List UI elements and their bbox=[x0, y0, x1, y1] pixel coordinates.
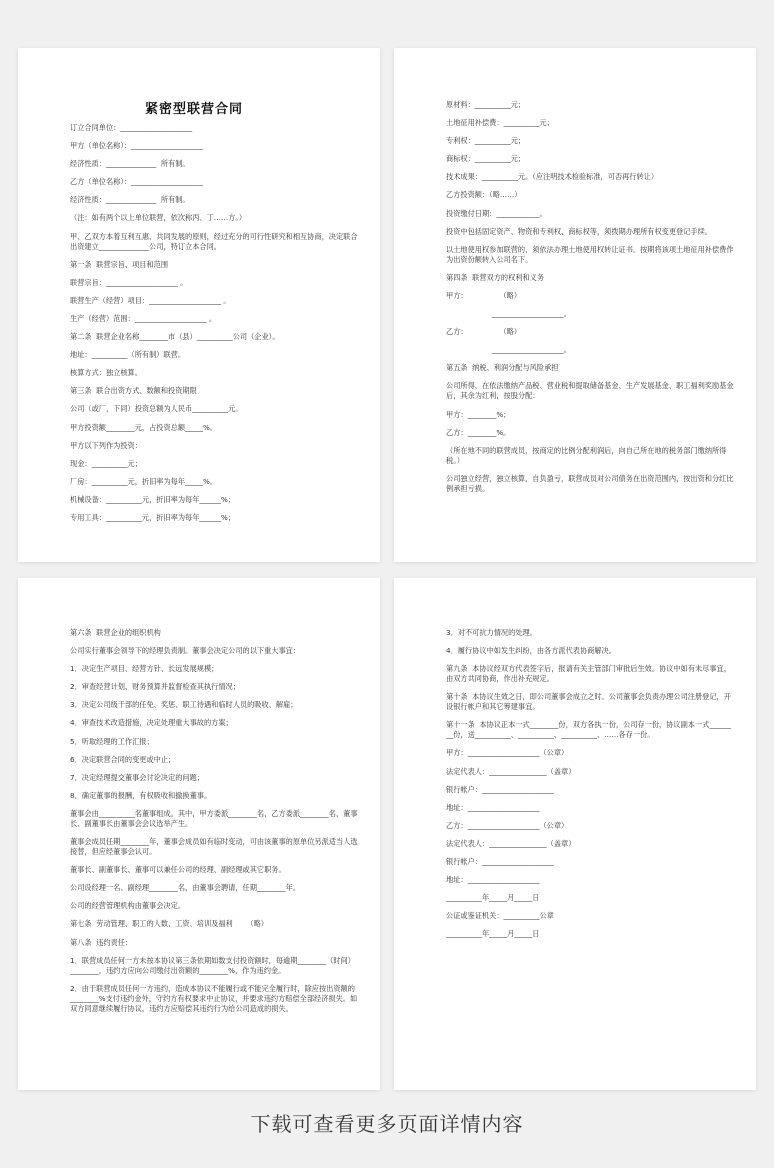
document-line: 经济性质：______________ 所有制。 bbox=[70, 159, 190, 169]
document-line: 5．听取经理的工作汇报； bbox=[70, 736, 154, 746]
document-line: 第五条 纳税、利润分配与风险承担 bbox=[446, 363, 559, 373]
document-line: 投资中包括固定资产、物资和专利权、商标权等，须拨期办理所有权变更登记手续。 bbox=[446, 226, 712, 236]
document-line: 土地征用补偿费：__________元； bbox=[446, 118, 554, 128]
document-page-3 bbox=[18, 578, 380, 1090]
document-line: 机械设备：__________元，折旧率为每年______%； bbox=[70, 494, 235, 504]
document-line: 第十条 本协议生效之日，即公司董事会成立之时。公司董事会负责办理公司注册登记，开设银行帐户和其它筹建事宜。 bbox=[446, 692, 731, 712]
document-line: 商标权：__________元； bbox=[446, 154, 526, 164]
document-line: 乙方： （略） bbox=[446, 327, 522, 337]
document-line: 6．决定联营合同的变更或中止； bbox=[70, 754, 176, 764]
document-line: 专用工具：__________元，折旧率为每年______%； bbox=[70, 512, 235, 522]
document-line: 联营宗旨：____________________ 。 bbox=[70, 277, 188, 287]
document-line: 专利权：__________元； bbox=[446, 136, 526, 146]
download-more-prompt[interactable]: 下载可查看更多页面详情内容 bbox=[250, 1112, 524, 1136]
document-line: 第三条 联合出资方式、数额和投资期限 bbox=[70, 386, 197, 396]
document-line: 以土地使用权参加联营的，须依法办理土地使用权转让证书。按期将该项土地征用补偿费作为出资份额转入公司名下。 bbox=[446, 244, 734, 264]
document-line: 3．决定公司级干部的任免、奖惩、职工待遇和临时人员的吸收、解雇； bbox=[70, 700, 298, 710]
page-1-body bbox=[70, 123, 358, 523]
page-2-body bbox=[446, 100, 734, 494]
document-line: 第一条 联营宗旨、项目和范围 bbox=[70, 259, 169, 269]
document-line: 核算方式：独立核算。 bbox=[70, 368, 142, 378]
document-line: 2．审查经营计划、财务预算并监督检查其执行情况； bbox=[70, 682, 240, 692]
document-line: 第十一条 本协议正本一式________份，双方各执一份，公司存一份，协议副本一式________份，送__________、__________、__________、……各存一份。 bbox=[446, 720, 731, 740]
document-line: 银行帐户：____________________ bbox=[446, 857, 554, 867]
document-line: 公司所得，在依法缴纳产品税、营业税和提取储备基金、生产发展基金、职工福利奖励基金后，其余为红利，按股分配： bbox=[446, 381, 734, 401]
page-4-body bbox=[446, 628, 734, 939]
document-line: 1．联营成员任何一方未按本协议第三条依期如数支付投资额时，每逾期________（时间）________，违约方应向公司缴付出资额的________%，作为违约金。 bbox=[70, 955, 355, 975]
document-line: 公司设经理一名、副经理________名，由董事会聘请，任期________年。 bbox=[70, 883, 301, 893]
document-line: 甲方：________%； bbox=[446, 409, 511, 419]
document-line: 4．履行协议中如发生纠纷，由各方派代表协商解决。 bbox=[446, 646, 616, 656]
document-line: 技术成果：__________元。（应注明技术检验标准，可否再行转让） bbox=[446, 172, 659, 182]
document-line: 公司实行董事会领导下的经理负责制。董事会决定公司的以下重大事宜： bbox=[70, 646, 301, 656]
document-line: 现金：__________元； bbox=[70, 458, 142, 468]
document-line: 地址：____________________ bbox=[446, 875, 540, 885]
document-line: 厂房：__________元，折旧率为每年_____%。 bbox=[70, 476, 217, 486]
document-line: 甲方： （略） bbox=[446, 290, 522, 300]
document-line: __________年_____月_____日 bbox=[446, 893, 540, 903]
document-line: 董事会由__________名董事组成。其中，甲方委派________名，乙方委派________名，董事长、副董事长由董事会会议选举产生。 bbox=[70, 808, 358, 828]
document-page-2 bbox=[394, 48, 756, 562]
document-line: 第六条 联营企业的组织机构 bbox=[70, 628, 161, 637]
document-line: （注：如有两个以上单位联营，依次称丙、丁……方。） bbox=[70, 213, 247, 223]
document-line: 联营生产（经营）项目：____________________ 。 bbox=[70, 295, 231, 305]
document-line: 甲方以下列作为投资： bbox=[70, 440, 142, 450]
document-line: 第四条 联营双方的权利和义务 bbox=[446, 272, 545, 282]
document-page-4 bbox=[394, 578, 756, 1090]
document-line: __________年_____月_____日 bbox=[446, 929, 540, 939]
document-line: 公司独立经营，独立核算，自负盈亏，联营成员对公司债务在出资范围内，按出资和分红比例承担亏损。 bbox=[446, 473, 734, 493]
document-line: 甲方（单位名称）：____________________ bbox=[70, 141, 203, 151]
document-line: 地址：____________________ bbox=[446, 802, 540, 812]
document-line: 8．确定董事的报酬，有权吸收和撤换董事。 bbox=[70, 790, 212, 800]
document-line: 乙方（单位名称）：____________________ bbox=[70, 177, 203, 187]
document-line: 第八条 违约责任： bbox=[70, 937, 133, 947]
document-line: 1．决定生产项目、经营方针、长远发展规模； bbox=[70, 664, 219, 674]
document-line: 原材料：__________元； bbox=[446, 100, 526, 109]
document-line: 法定代表人：________________（盖章） bbox=[446, 838, 576, 848]
document-line: （所在地不同的联营成员，按商定的比例分配利润后，向自己所在地的税务部门缴纳所得税。） bbox=[446, 445, 727, 465]
document-line: ____________________。 bbox=[446, 309, 571, 319]
document-line: 第九条 本协议经双方代表签字后，报请有关主管部门审批后生效。协议中如有未尽事宜，由双方共同协商，作出补充规定。 bbox=[446, 664, 731, 684]
document-line: 甲方：____________________（公章） bbox=[446, 748, 569, 758]
document-line: ____________________。 bbox=[446, 345, 571, 355]
document-line: 2．由于联营成员任何一方违约，造成本协议不能履行或不能完全履行时，除应按出资额的________%支付违约金外，守约方有权要求中止协议，并要求违约方赔偿全部经济损失。如双方同意继续履行协议，违约方应赔偿其违约行为给公司造成的损失。 bbox=[70, 983, 358, 1013]
document-line: 公司（或厂，下同）投资总额为人民币__________元。 bbox=[70, 404, 243, 414]
document-line: 订立合同单位：____________________ bbox=[70, 123, 193, 132]
document-line: 生产（经营）范围：____________________ 。 bbox=[70, 313, 217, 323]
document-line: 乙方：____________________（公章） bbox=[446, 820, 569, 830]
document-line: 第七条 劳动管理、职工的人数、工资、培训及福利 （略） bbox=[70, 919, 268, 929]
document-line: 甲、乙双方本着互利互惠、共同发展的原则，经过充分的可行性研究和相互协商，决定联合出资建立______________公司，特订立本合同。 bbox=[70, 231, 358, 251]
document-line: 投资缴付日期：____________。 bbox=[446, 208, 547, 218]
document-line: 公证或鉴证机关：__________公章 bbox=[446, 911, 554, 921]
document-page-1 bbox=[18, 48, 380, 562]
document-line: 乙方投资额：（略……） bbox=[446, 190, 522, 200]
document-line: 4．审查技术改造措施，决定处理重大事故的方案； bbox=[70, 718, 233, 728]
document-title: 紧密型联营合同 bbox=[144, 102, 243, 117]
document-line: 经济性质：______________ 所有制。 bbox=[70, 195, 190, 205]
document-line: 甲方投资额________元，占投资总额_____%。 bbox=[70, 422, 217, 432]
document-line: 公司的经营管理机构由董事会决定。 bbox=[70, 901, 186, 911]
document-line: 7．决定经理提交董事会讨论决定的问题； bbox=[70, 772, 204, 782]
document-line: 法定代表人：________________（盖章） bbox=[446, 766, 576, 776]
document-line: 董事长、副董事长、董事可以兼任公司的经理、副经理或其它职务。 bbox=[70, 865, 286, 875]
document-line: 3．对不可抗力情况的处理。 bbox=[446, 628, 537, 637]
document-line: 乙方：________%。 bbox=[446, 427, 511, 437]
document-line: 地址：__________（所有制）联营。 bbox=[70, 350, 186, 360]
document-line: 董事会成员任期________年，董事会成员如有临时变动，可由该董事的原单位另派适当人选接替，但应经董事会认可。 bbox=[70, 837, 358, 857]
document-line: 第二条 联营企业名称________市（县）__________公司（企业）。 bbox=[70, 332, 280, 342]
page-3-body bbox=[70, 628, 358, 1014]
document-line: 银行帐户：____________________ bbox=[446, 784, 554, 794]
